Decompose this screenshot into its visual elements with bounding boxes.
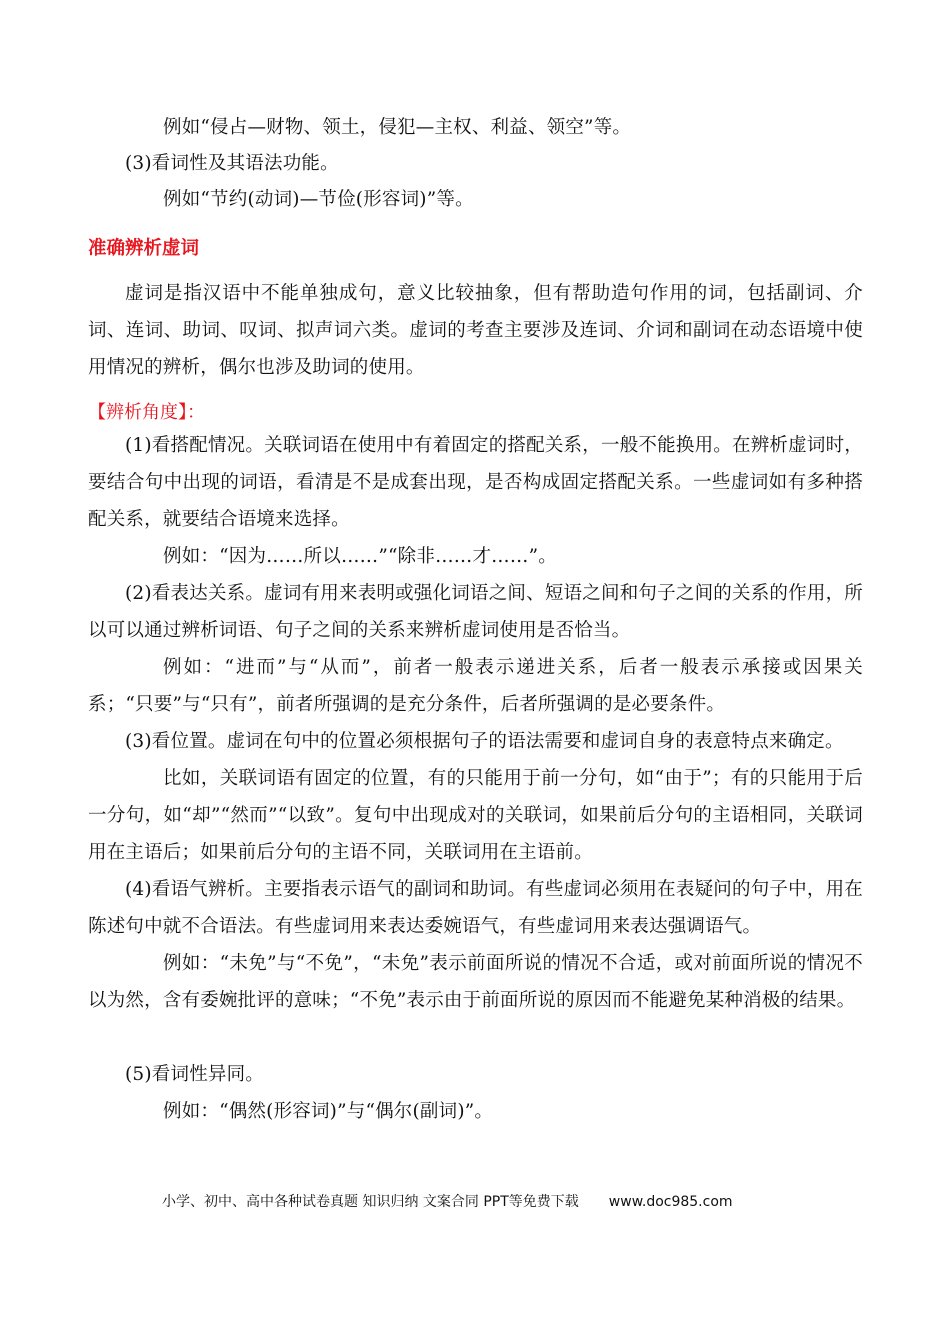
angle-3-example: 比如，关联词语有固定的位置，有的只能用于前一分句，如“由于”；有的只能用于后一分句，如“却”“然而”“以致”。复句中出现成对的关联词，如果前后分句的主语相同，关联词用在主语后；如果前后分句的主语不同，关联词用在主语前。 <box>88 768 863 863</box>
angle-5-example: 例如：“偶然(形容词)”与“偶尔(副词)”。 <box>163 1101 494 1122</box>
intro-paragraph: 虚词是指汉语中不能单独成句，意义比较抽象，但有帮助造句作用的词，包括副词、介词、连词、助词、叹词、拟声词六类。虚词的考查主要涉及连词、介词和副词在动态语境中使用情况的辨析，偶尔也涉及助词的使用。 <box>88 283 863 378</box>
angle-4-paragraph: (4)看语气辨析。主要指表示语气的副词和助词。有些虚词必须用在表疑问的句子中，用在陈述句中就不合语法。有些虚词用来表达委婉语气，有些虚词用来表达强调语气。 <box>88 879 863 937</box>
angle-5-heading: (5)看词性异同。 <box>125 1064 265 1085</box>
section-heading: 准确辨析虚词 <box>88 238 200 259</box>
example-line-1: 例如“侵占—财物、领土，侵犯—主权、利益、领空”等。 <box>163 117 632 138</box>
point-3-heading: (3)看词性及其语法功能。 <box>125 153 339 174</box>
footer-url: www.doc985.com <box>608 1194 733 1210</box>
angle-3-paragraph: (3)看位置。虚词在句中的位置必须根据句子的语法需要和虚词自身的表意特点来确定。 <box>125 731 844 752</box>
angle-1-paragraph: (1)看搭配情况。关联词语在使用中有着固定的搭配关系，一般不能换用。在辨析虚词时，要结合句中出现的词语，看清是不是成套出现，是否构成固定搭配关系。一些虚词如有多种搭配关系，就要结合语境来选择。 <box>88 435 863 530</box>
angle-2-paragraph: (2)看表达关系。虚词有用来表明或强化词语之间、短语之间和句子之间的关系的作用，所以可以通过辨析词语、句子之间的关系来辨析虚词使用是否恰当。 <box>88 583 863 641</box>
angle-2-example: 例如：“进而”与“从而”，前者一般表示递进关系，后者一般表示承接或因果关系；“只要”与“只有”，前者所强调的是充分条件，后者所强调的是必要条件。 <box>88 657 863 715</box>
angle-1-example: 例如：“因为……所以……”“除非……才……”。 <box>163 546 557 567</box>
footer-text: 小学、初中、高中各种试卷真题 知识归纳 文案合同 PPT等免费下载 <box>162 1194 579 1210</box>
angle-4-example: 例如：“未免”与“不免”，“未免”表示前面所说的情况不合适，或对前面所说的情况不以为然，含有委婉批评的意味；“不免”表示由于前面所说的原因而不能避免某种消极的结果。 <box>88 953 863 1011</box>
analysis-angle-label: 【辨析角度】： <box>88 402 205 423</box>
example-line-2: 例如“节约(动词)—节俭(形容词)”等。 <box>163 189 474 210</box>
page-footer <box>162 1191 733 1211</box>
